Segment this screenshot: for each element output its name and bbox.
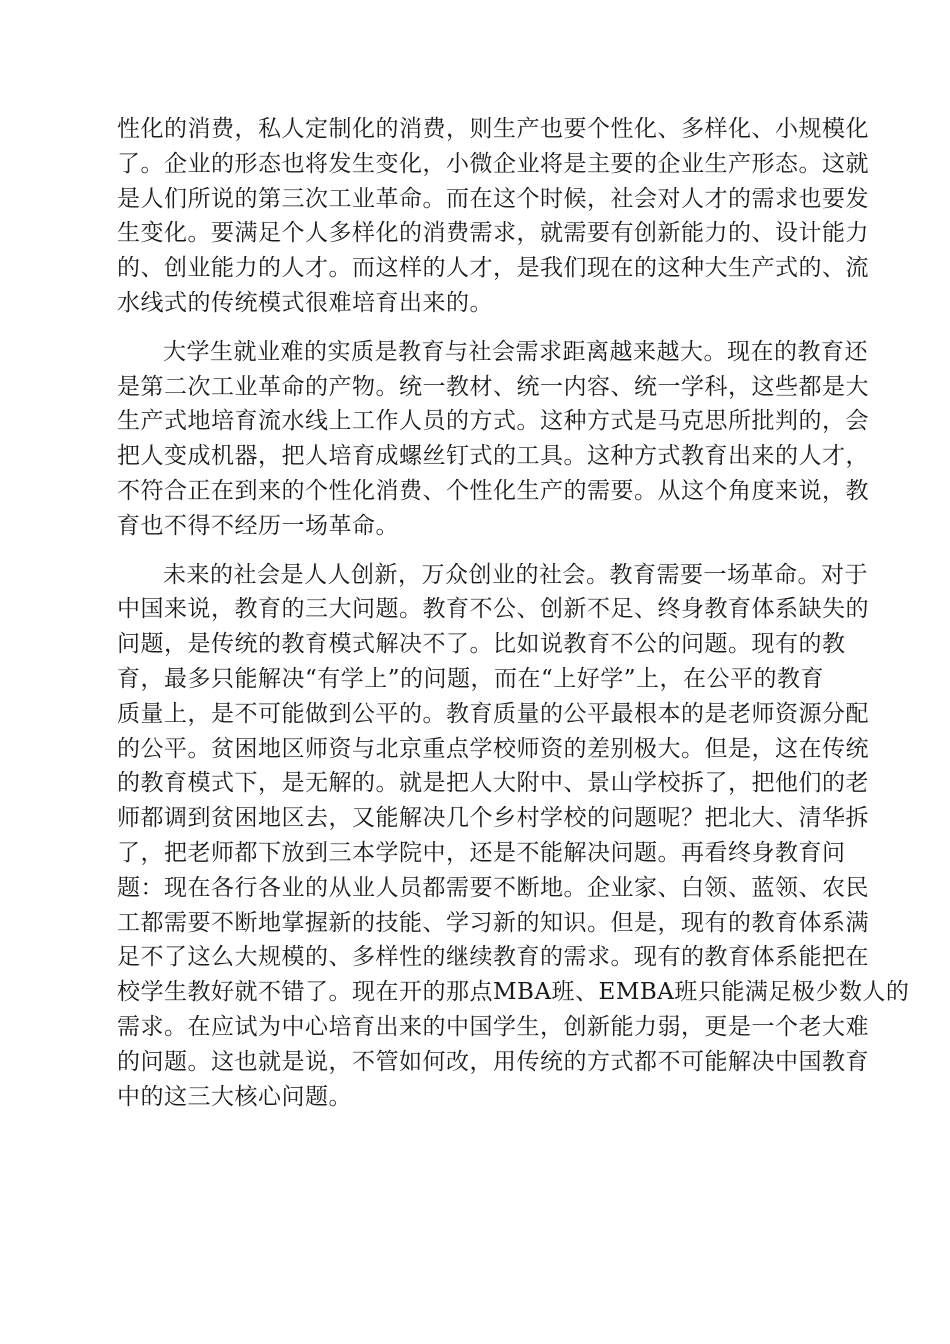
text-line: 大学生就业难的实质是教育与社会需求距离越来越大。现在的教育还 [163, 338, 868, 365]
text-line: 的、创业能力的人才。而这样的人才，是我们现在的这种大生产式的、流 [117, 255, 869, 282]
text-line: 了，把老师都下放到三本学院中，还是不能解决问题。再看终身教育问 [117, 839, 846, 866]
document-body [117, 112, 910, 1114]
text-line: 问题，是传统的教育模式解决不了。比如说教育不公的问题。现有的教 [117, 631, 846, 658]
text-line: 是第二次工业革命的产物。统一教材、统一内容、统一学科，这些都是大 [117, 373, 869, 400]
text-line: 足不了这么大规模的、多样性的继续教育的需求。现有的教育体系能把在 [117, 944, 869, 971]
text-line: 的教育模式下，是无解的。就是把人大附中、景山学校拆了，把他们的老 [117, 770, 869, 797]
text-line: 需求。在应试为中心培育出来的中国学生，创新能力弱，更是一个老大难 [117, 1013, 869, 1040]
text-line: 师都调到贫困地区去，又能解决几个乡村学校的问题呢？把北大、清华拆 [117, 805, 869, 832]
text-line: 把人变成机器，把人培育成螺丝钉式的工具。这种方式教育出来的人才， [117, 443, 869, 470]
text-line: 质量上，是不可能做到公平的。教育质量的公平最根本的是老师资源分配 [117, 700, 869, 727]
text-line: 校学生教好就不错了。现在开的那点MBA班、EMBA班只能满足极少数人的 [117, 979, 910, 1006]
text-line: 中的这三大核心问题。 [117, 1083, 352, 1110]
text-line: 中国来说，教育的三大问题。教育不公、创新不足、终身教育体系缺失的 [117, 596, 869, 623]
text-line: 性化的消费，私人定制化的消费，则生产也要个性化、多样化、小规模化 [117, 116, 869, 142]
text-line: 水线式的传统模式很难培育出来的。 [117, 289, 493, 316]
paragraph-2 [117, 335, 869, 544]
text-line: 工都需要不断地掌握新的技能、学习新的知识。但是，现有的教育体系满 [117, 909, 869, 936]
text-line: 了。企业的形态也将发生变化，小微企业将是主要的企业生产形态。这就 [117, 150, 869, 177]
text-line: 育也不得不经历一场革命。 [117, 512, 399, 539]
text-line: 生变化。要满足个人多样化的消费需求，就需要有创新能力的、设计能力 [117, 220, 869, 247]
text-line: 育，最多只能解决“有学上”的问题，而在“上好学”上，在公平的教育 [117, 665, 825, 692]
text-line: 的问题。这也就是说，不管如何改，用传统的方式都不可能解决中国教育 [117, 1048, 869, 1075]
text-line: 不符合正在到来的个性化消费、个性化生产的需要。从这个角度来说，教 [117, 477, 869, 504]
text-line: 是人们所说的第三次工业革命。而在这个时候，社会对人才的需求也要发 [117, 185, 869, 212]
text-line: 未来的社会是人人创新，万众创业的社会。教育需要一场革命。对于 [163, 561, 868, 588]
text-line: 题：现在各行各业的从业人员都需要不断地。企业家、白领、蓝领、农民 [117, 874, 869, 901]
text-line: 的公平。贫困地区师资与北京重点学校师资的差别极大。但是，这在传统 [117, 735, 869, 762]
text-line: 生产式地培育流水线上工作人员的方式。这种方式是马克思所批判的，会 [117, 408, 869, 435]
paragraph-3 [117, 558, 910, 1115]
paragraph-1 [117, 112, 869, 321]
